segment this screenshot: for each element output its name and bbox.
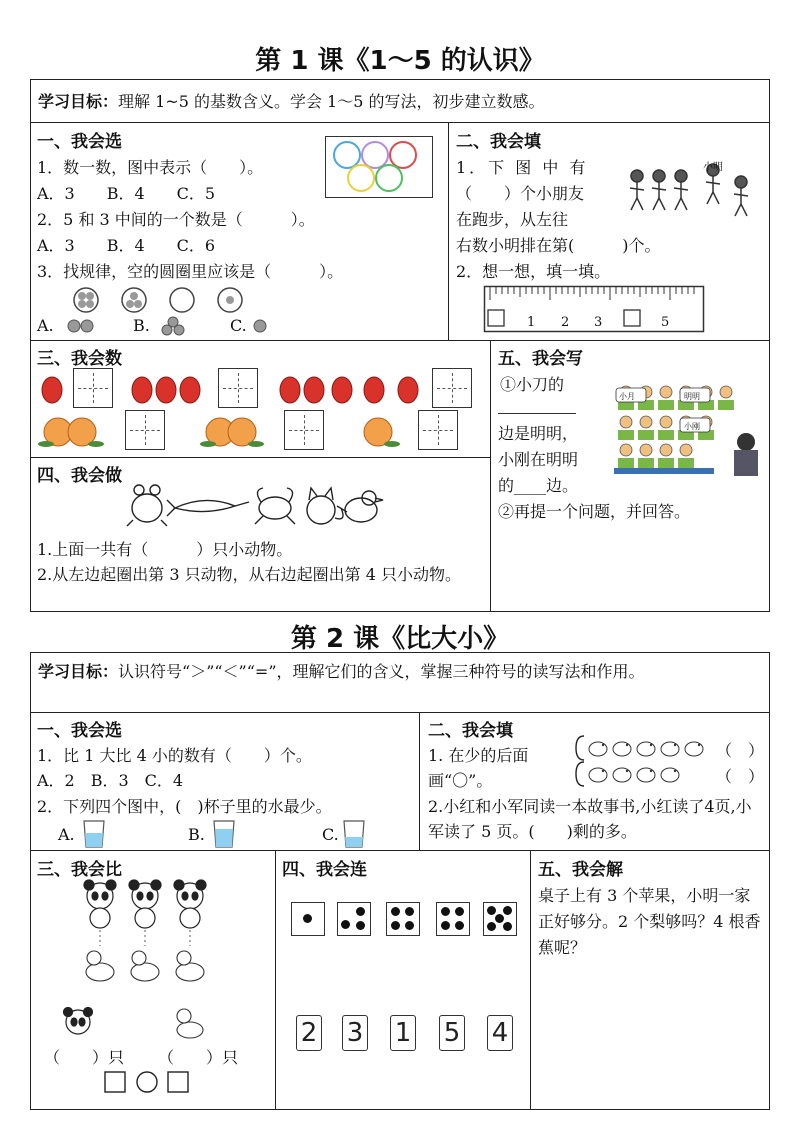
question-text: 2.小红和小军同读一本故事书,小红读了4页,小军读了 5 页。( )剩的多。 — [428, 797, 752, 841]
answer-grid-box[interactable] — [73, 368, 113, 408]
answer-grid-box[interactable] — [284, 410, 324, 450]
dice-pip — [405, 907, 414, 916]
dice-pip — [405, 921, 414, 930]
lesson1-title: 第 1 课《1～5 的认识》 — [255, 46, 545, 76]
number-card[interactable]: 2 — [296, 1015, 322, 1051]
question-text: 右数小明排在第( )个。 — [456, 236, 661, 255]
dice-pip — [441, 921, 450, 930]
question-text: 边是明明， — [498, 424, 579, 443]
dice-pip — [391, 921, 400, 930]
panda-duck-image — [80, 878, 230, 1048]
answer-blank-line — [498, 413, 576, 414]
running-children-image — [625, 160, 765, 220]
question-text: ②再提一个问题，并回答。 — [498, 502, 691, 521]
option-label: B. — [188, 825, 205, 844]
divider — [448, 122, 449, 340]
section-heading: 一、我会选 — [37, 721, 122, 741]
lesson1-goal — [38, 88, 545, 115]
dice-pip — [391, 907, 400, 916]
answer-blank[interactable]: （ ） — [716, 767, 765, 786]
option-label: A. — [58, 825, 75, 844]
dice-face[interactable] — [483, 902, 517, 936]
answer-blank[interactable]: （ ）只 — [158, 1048, 239, 1067]
lesson2-title: 第 2 课《比大小》 — [290, 624, 510, 654]
number-card[interactable]: 4 — [487, 1015, 513, 1051]
lesson2-goal — [38, 658, 763, 685]
dice-pip — [356, 921, 365, 930]
goal-text: 理解 1~5 的基数含义。学会 1～5 的写法，初步建立数感。 — [118, 92, 545, 111]
section-heading: 五、我会解 — [538, 860, 623, 880]
two-dots-icon — [66, 318, 96, 334]
number-card[interactable]: 5 — [439, 1015, 465, 1051]
divider — [30, 850, 770, 851]
dice-pip — [441, 907, 450, 916]
question-text: 1．下 图 中 有 — [456, 158, 589, 177]
three-dots-icon — [160, 316, 188, 336]
dice-pip — [455, 907, 464, 916]
section-heading: 二、我会填 — [456, 132, 541, 152]
ruler-number: 3 — [594, 315, 603, 330]
question-text: 2.从左边起圈出第 3 只动物，从右边起圈出第 4 只小动物。 — [37, 565, 461, 584]
child-name-label: 小明 — [703, 162, 723, 173]
cup-icon — [342, 819, 366, 849]
answer-options: A．3 B．4 C．5 — [37, 184, 216, 203]
dice-face[interactable] — [386, 902, 420, 936]
number-card[interactable]: 1 — [390, 1015, 416, 1051]
answer-blank[interactable]: （ ） — [716, 741, 765, 760]
answer-options: A．2 B．3 C．4 — [37, 771, 184, 790]
question-text: 桌子上有 3 个苹果，小明一家正好够分。2 个梨够吗？4 根香蕉呢？ — [538, 886, 761, 957]
question-text: 的____边。 — [498, 476, 579, 495]
question-text: ①小刀的 — [500, 375, 565, 394]
dice-pip — [356, 907, 365, 916]
dice-face[interactable] — [436, 902, 470, 936]
question-text: 画“〇”。 — [428, 771, 493, 790]
cup-icon — [212, 819, 236, 849]
option-label: A. — [37, 316, 54, 335]
ducks-image — [576, 734, 716, 788]
option-label: C. — [230, 316, 247, 335]
dice-pip — [303, 914, 312, 923]
student-name-label: 明明 — [684, 392, 700, 401]
question-text: 2．想一想，填一填。 — [456, 262, 611, 281]
option-label: C. — [322, 825, 339, 844]
option-label: B. — [133, 316, 150, 335]
divider — [530, 850, 531, 1110]
goal-text: 认识符号“＞”“＜”“=”，理解它们的含义，掌握三种符号的读写法和作用。 — [118, 662, 645, 681]
question-text: 1. 在少的后面 — [428, 746, 529, 765]
cup-icon — [82, 819, 106, 849]
question-text: 3．找规律，空的圆圈里应该是（ ）。 — [37, 262, 344, 281]
dice-face[interactable] — [337, 902, 371, 936]
answer-blank[interactable]: （ ）只 — [44, 1048, 125, 1067]
ruler-number: 1 — [527, 315, 536, 330]
ruler-number: 5 — [661, 315, 670, 330]
one-dot-icon — [252, 318, 268, 334]
dice-face[interactable] — [291, 902, 325, 936]
student-name-label: 小月 — [619, 392, 635, 401]
symbol-boxes[interactable] — [104, 1070, 190, 1094]
dice-pip — [341, 920, 350, 929]
answer-options: A．3 B．4 C．6 — [37, 236, 216, 255]
question-text: 小刚在明明 — [498, 450, 579, 469]
answer-grid-box[interactable] — [218, 368, 258, 408]
answer-grid-box[interactable] — [125, 410, 165, 450]
question-text: 1．比 1 大比 4 小的数有（ ）个。 — [37, 746, 312, 765]
question-text: 在跑步，从左往 — [456, 210, 569, 229]
animals-image — [125, 480, 385, 530]
divider — [30, 712, 770, 713]
goal-label: 学习目标： — [38, 92, 119, 111]
divider — [275, 850, 276, 1110]
section-heading: 三、我会数 — [37, 349, 122, 369]
question-text: 2．下列四个图中，( )杯子里的水最少。 — [37, 797, 332, 816]
dice-pip — [487, 906, 496, 915]
question-text: 1．数一数，图中表示（ ）。 — [37, 158, 264, 177]
section-heading: 四、我会连 — [282, 860, 367, 880]
divider — [419, 712, 420, 850]
student-name-label: 小刚 — [684, 422, 700, 431]
dice-pip — [503, 906, 512, 915]
dice-pip — [503, 922, 512, 931]
section-heading: 三、我会比 — [37, 860, 122, 880]
number-card[interactable]: 3 — [342, 1015, 368, 1051]
question-text: 1.上面一共有（ ）只小动物。 — [37, 540, 293, 559]
dice-pip — [455, 921, 464, 930]
answer-grid-box[interactable] — [432, 368, 472, 408]
answer-grid-box[interactable] — [418, 410, 458, 450]
goal-label: 学习目标： — [38, 662, 119, 681]
question-text: （ ）个小朋友 — [456, 184, 585, 203]
dice-pip — [487, 922, 496, 931]
ruler-number: 2 — [561, 315, 570, 330]
divider — [30, 340, 770, 341]
divider — [490, 340, 491, 612]
question-text: 2．5 和 3 中间的一个数是（ ）。 — [37, 210, 315, 229]
divider — [30, 457, 490, 458]
section-heading: 四、我会做 — [37, 466, 122, 486]
section-heading: 二、我会填 — [428, 721, 513, 741]
circle-pattern-image — [72, 287, 252, 315]
section-heading: 一、我会选 — [37, 132, 122, 152]
dice-pip — [495, 914, 504, 923]
olympic-rings-image — [325, 136, 433, 198]
divider — [30, 122, 770, 123]
section-heading: 五、我会写 — [498, 349, 583, 369]
